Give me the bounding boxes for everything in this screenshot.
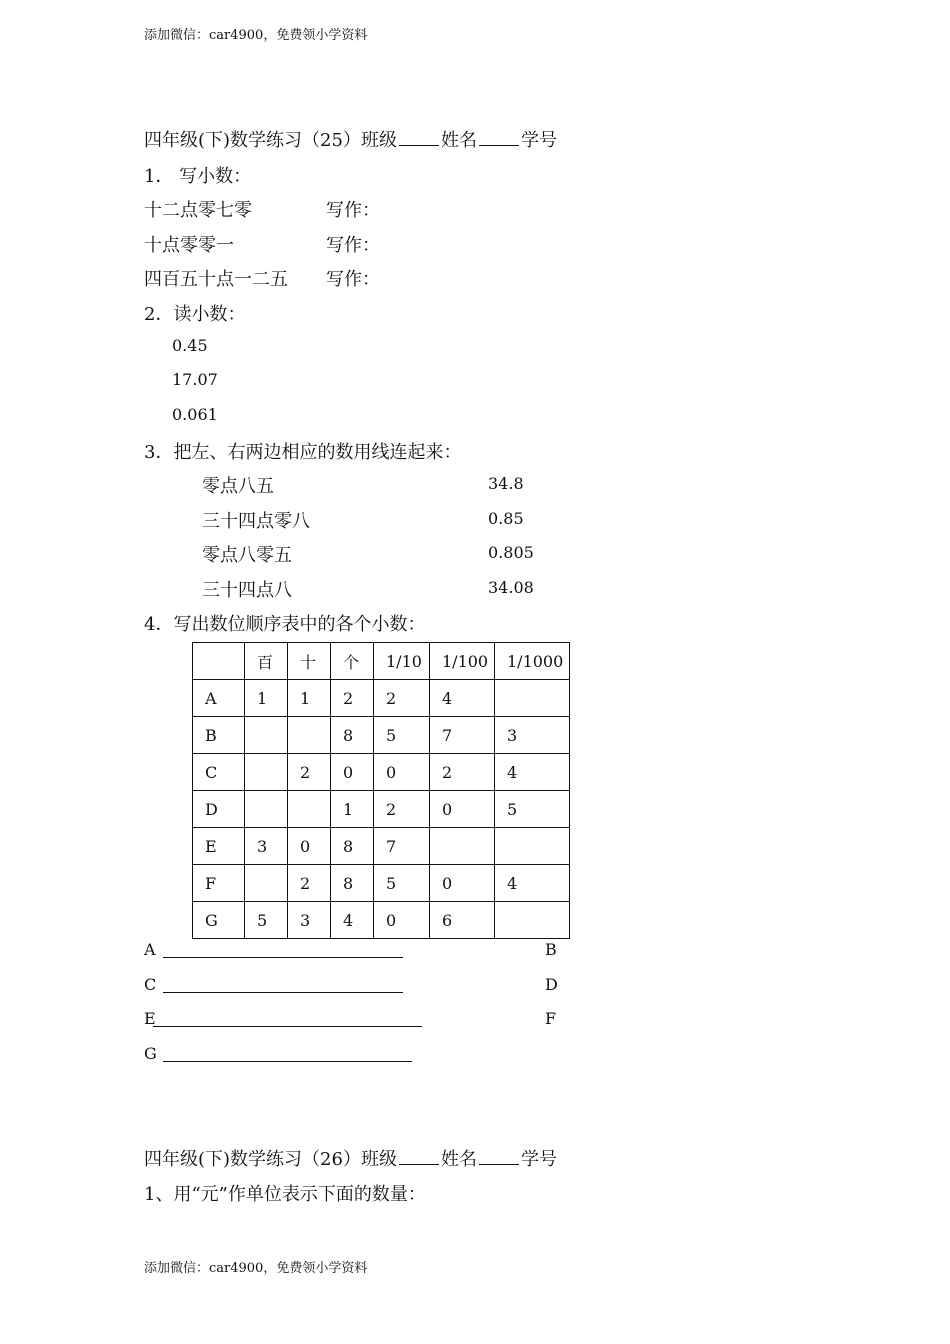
q1-title: 1． 写小数：: [144, 166, 252, 187]
q2-item-2: 17.07: [172, 370, 218, 389]
q3-left-3: 零点八零五: [202, 545, 292, 566]
table-row: [193, 791, 570, 828]
table-cell: 0: [374, 754, 430, 791]
q3-left-4: 三十四点八: [202, 580, 292, 601]
table-cell: 4: [331, 902, 374, 939]
table-cell: 1: [331, 791, 374, 828]
table-cell: A: [193, 680, 245, 717]
table-cell: E: [193, 828, 245, 865]
class-blank: [399, 127, 439, 146]
table-cell: 2: [288, 754, 331, 791]
q3-right-1: 34.8: [488, 474, 524, 493]
table-cell: 2: [430, 754, 495, 791]
answer-label-d: D: [545, 975, 558, 994]
table-row: [193, 902, 570, 939]
header-cell: 1/100: [430, 643, 495, 680]
exercise-26-title: [144, 1145, 557, 1171]
header-cell: 个: [331, 643, 374, 680]
table-cell: [495, 828, 570, 865]
answer-label-b: B: [545, 940, 557, 959]
table-cell: F: [193, 865, 245, 902]
table-cell: 2: [374, 791, 430, 828]
table-cell: B: [193, 717, 245, 754]
table-cell: 3: [245, 828, 288, 865]
table-cell: G: [193, 902, 245, 939]
table-cell: 5: [374, 865, 430, 902]
table-cell: 0: [331, 754, 374, 791]
table-cell: [245, 717, 288, 754]
table-cell: 0: [430, 865, 495, 902]
table-cell: 6: [430, 902, 495, 939]
table-cell: [245, 791, 288, 828]
title-text: 四年级(下)数学练习（26）班级: [144, 1149, 397, 1170]
header-cell: 1/1000: [495, 643, 570, 680]
page-header: 添加微信：car4900，免费领小学资料: [144, 28, 368, 43]
table-cell: 0: [430, 791, 495, 828]
table-cell: 5: [374, 717, 430, 754]
name-label: 姓名: [440, 130, 477, 151]
answer-line-a: [163, 957, 403, 958]
table-cell: 4: [495, 754, 570, 791]
table-cell: 4: [495, 865, 570, 902]
q3-right-4: 34.08: [488, 578, 534, 597]
table-cell: [495, 902, 570, 939]
answer-label-e: E: [144, 1009, 156, 1028]
table-cell: [288, 717, 331, 754]
table-cell: C: [193, 754, 245, 791]
table-row: [193, 717, 570, 754]
answer-label-g: G: [144, 1044, 157, 1063]
table-cell: 8: [331, 828, 374, 865]
q1-item-2: 十点零零一: [144, 235, 234, 256]
number-label: 学号: [520, 130, 557, 151]
answer-label-f: F: [545, 1009, 557, 1028]
q2-item-3: 0.061: [172, 405, 218, 424]
q4-title: 4．写出数位顺序表中的各个小数：: [144, 614, 426, 635]
table-cell: 3: [288, 902, 331, 939]
q1-write-label: 写作：: [326, 269, 380, 290]
table-cell: [245, 865, 288, 902]
q3-left-1: 零点八五: [202, 476, 274, 497]
table-cell: [288, 791, 331, 828]
table-cell: 2: [288, 865, 331, 902]
q1-item-1: 十二点零七零: [144, 200, 252, 221]
ex26-q1-title: 1、用“元”作单位表示下面的数量：: [144, 1184, 426, 1205]
header-cell: 百: [245, 643, 288, 680]
place-value-table: [192, 642, 570, 939]
name-label: 姓名: [440, 1149, 477, 1170]
table-cell: 7: [430, 717, 495, 754]
name-blank: [479, 127, 519, 146]
header-cell: 1/10: [374, 643, 430, 680]
page-footer: 添加微信：car4900，免费领小学资料: [144, 1261, 368, 1276]
table-row: [193, 754, 570, 791]
q3-right-2: 0.85: [488, 509, 524, 528]
answer-line-e: [153, 1026, 422, 1027]
number-label: 学号: [520, 1149, 557, 1170]
exercise-25-title: [144, 126, 557, 152]
table-cell: 8: [331, 865, 374, 902]
class-blank: [399, 1146, 439, 1165]
table-cell: [245, 754, 288, 791]
table-cell: 7: [374, 828, 430, 865]
table-cell: 5: [245, 902, 288, 939]
table-cell: 1: [245, 680, 288, 717]
name-blank: [479, 1146, 519, 1165]
table-cell: 8: [331, 717, 374, 754]
q3-right-3: 0.805: [488, 543, 534, 562]
table-header-row: [193, 643, 570, 680]
table-row: [193, 680, 570, 717]
table-cell: 0: [288, 828, 331, 865]
table-cell: 4: [430, 680, 495, 717]
table-row: [193, 865, 570, 902]
q2-item-1: 0.45: [172, 336, 208, 355]
q1-item-3: 四百五十点一二五: [144, 269, 288, 290]
answer-label-c: C: [144, 975, 157, 994]
q1-write-label: 写作：: [326, 235, 380, 256]
q1-write-label: 写作：: [326, 200, 380, 221]
answer-label-a: A: [144, 940, 156, 959]
answer-line-c: [163, 992, 403, 993]
table-row: [193, 828, 570, 865]
table-cell: 3: [495, 717, 570, 754]
table-cell: [495, 680, 570, 717]
table-cell: [430, 828, 495, 865]
answer-line-g: [163, 1061, 412, 1062]
header-cell: [193, 643, 245, 680]
table-cell: 5: [495, 791, 570, 828]
table-cell: D: [193, 791, 245, 828]
table-cell: 2: [374, 680, 430, 717]
table-cell: 2: [331, 680, 374, 717]
header-cell: 十: [288, 643, 331, 680]
q3-title: 3．把左、右两边相应的数用线连起来：: [144, 442, 462, 463]
title-text: 四年级(下)数学练习（25）班级: [144, 130, 397, 151]
q2-title: 2．读小数：: [144, 304, 246, 325]
table-cell: 0: [374, 902, 430, 939]
table-cell: 1: [288, 680, 331, 717]
q3-left-2: 三十四点零八: [202, 511, 310, 532]
